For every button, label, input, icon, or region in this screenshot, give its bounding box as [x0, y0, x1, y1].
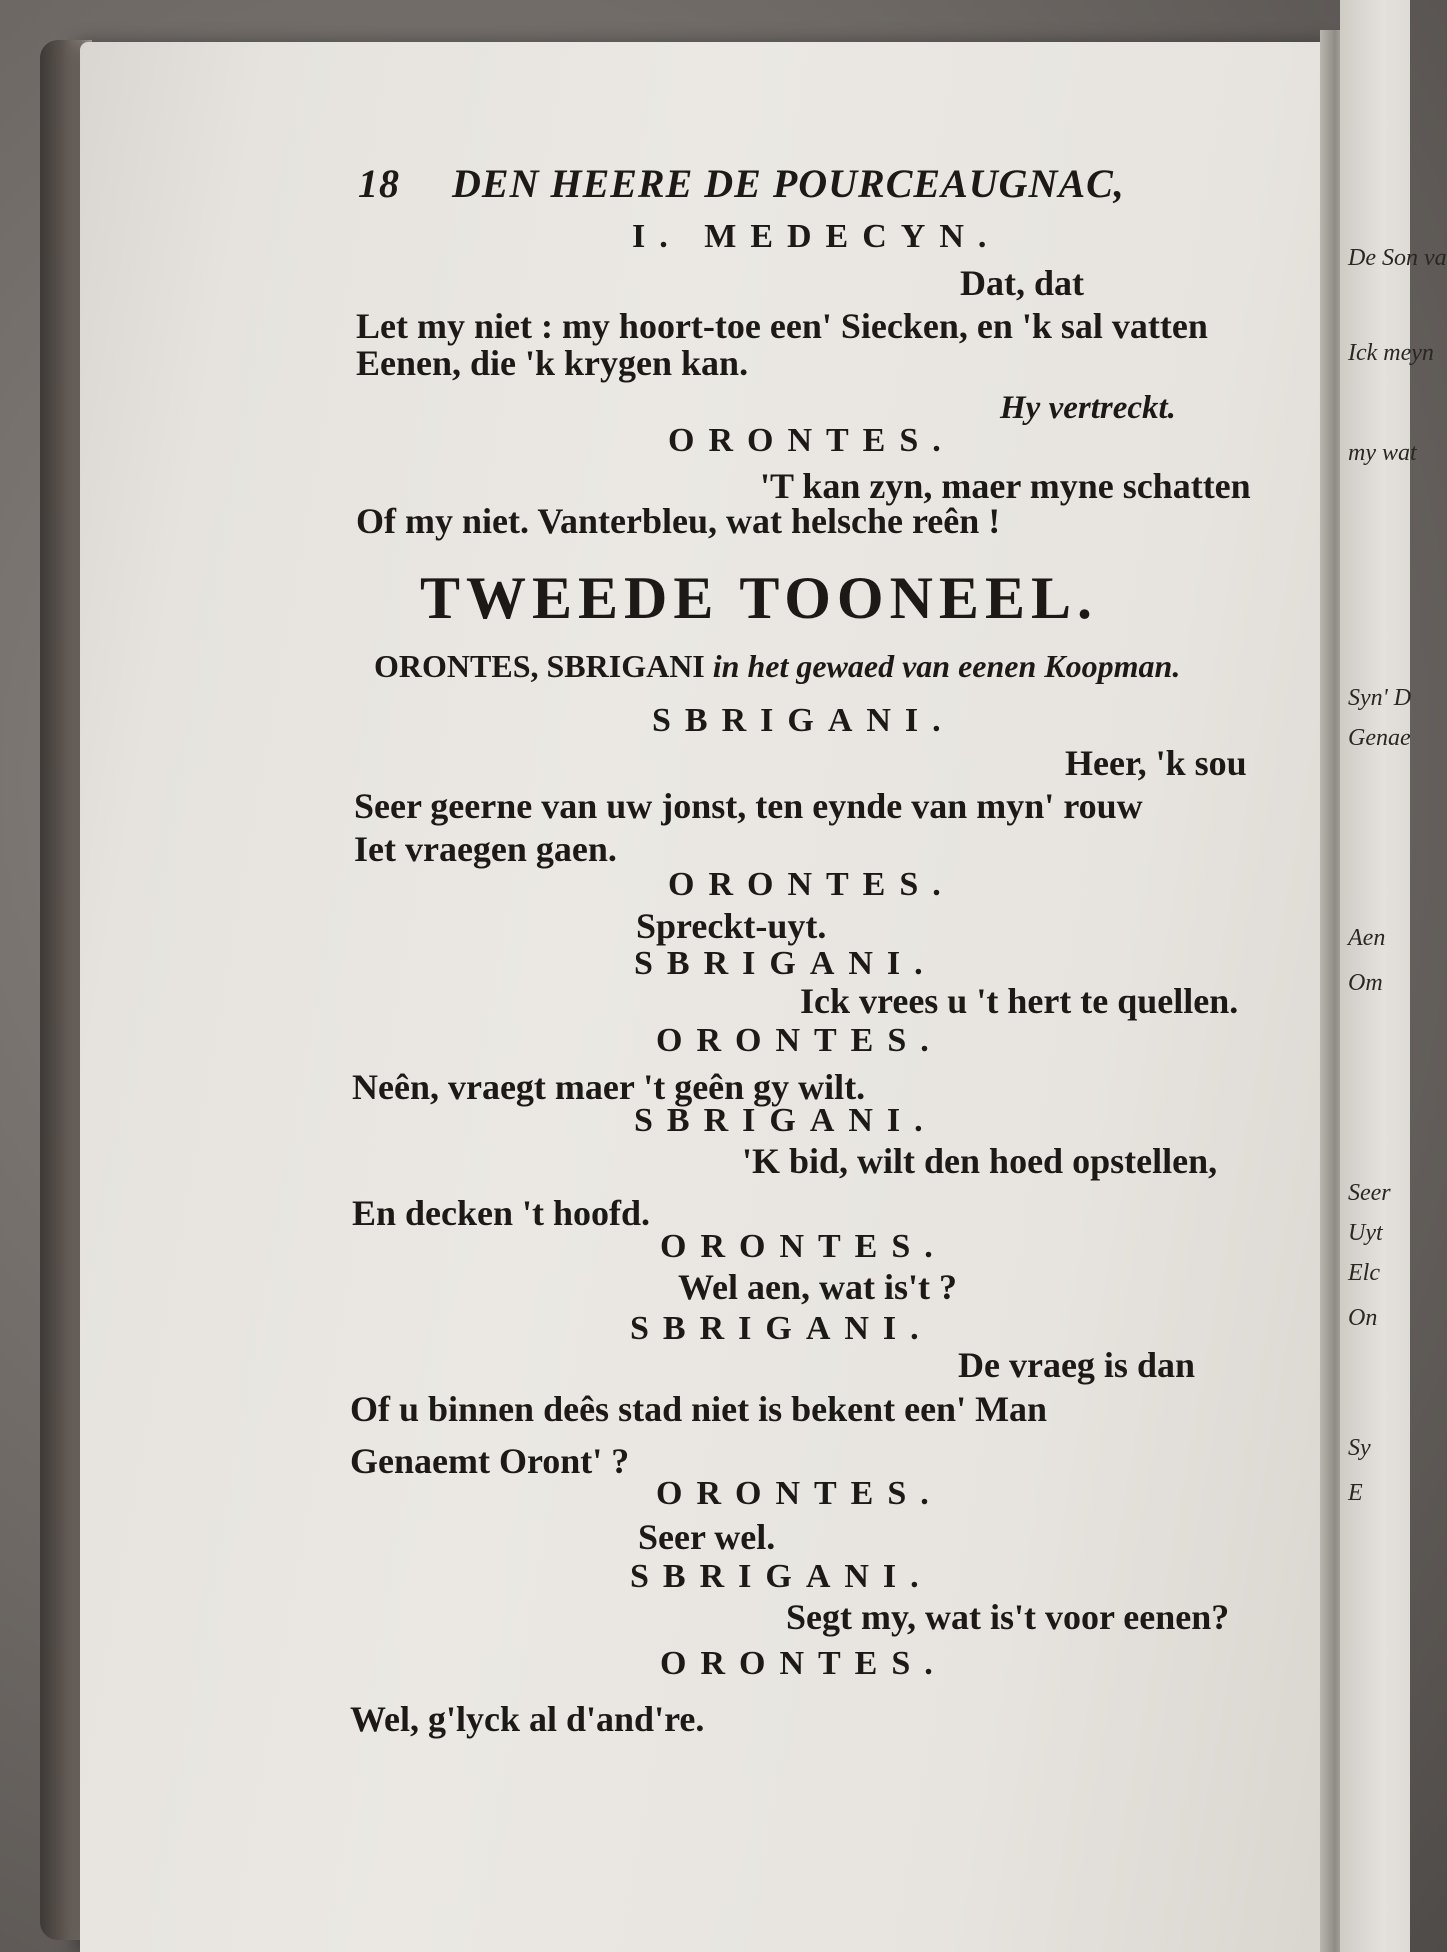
speaker-label: SBRIGANI.: [634, 945, 937, 982]
verse-line: Neên, vraegt maer 't geên gy wilt.: [352, 1067, 866, 1107]
scene-heading: TWEEDE TOONEEL.: [420, 565, 1098, 631]
cast-names: ORONTES, SBRIGANI: [374, 648, 705, 684]
facing-page-fragment: Genae: [1348, 725, 1411, 751]
cast-list: [374, 648, 1180, 685]
verse-line: 'T kan zyn, maer myne schatten: [760, 466, 1251, 506]
verse-line: En decken 't hoofd.: [352, 1193, 651, 1233]
verse-line: Let my niet : my hoort-toe een' Siecken, en 'k sal vatten: [356, 306, 1208, 346]
verse-line: Ick vrees u 't hert te quellen.: [800, 981, 1239, 1021]
stage-direction: Hy vertreckt.: [1000, 390, 1176, 426]
facing-page-fragment: Aen: [1348, 925, 1386, 951]
verse-line: Of u binnen deês stad niet is bekent een' Man: [350, 1389, 1048, 1429]
facing-page-fragment: De Son va: [1348, 245, 1447, 271]
facing-page-fragment: Syn' D: [1348, 685, 1412, 711]
verse-line: Seer wel.: [638, 1517, 776, 1557]
verse-line: Genaemt Oront' ?: [350, 1441, 630, 1481]
facing-page-fragment: Uyt: [1348, 1220, 1383, 1246]
verse-line: Dat, dat: [960, 263, 1084, 303]
verse-line: Segt my, wat is't voor eenen?: [786, 1597, 1230, 1637]
facing-page-fragment: Seer: [1348, 1180, 1391, 1206]
verse-line: Wel, g'lyck al d'and're.: [350, 1699, 705, 1739]
speaker-label: ORONTES.: [656, 1022, 943, 1059]
speaker-label: ORONTES.: [668, 866, 955, 903]
speaker-label: ORONTES.: [660, 1228, 947, 1265]
speaker-label: ORONTES.: [660, 1645, 947, 1682]
facing-page-fragment: Om: [1348, 970, 1383, 996]
running-title: DEN HEERE DE POURCEAUGNAC,: [452, 161, 1125, 206]
verse-line: De vraeg is dan: [958, 1345, 1195, 1385]
verse-line: Wel aen, wat is't ?: [678, 1267, 957, 1307]
facing-page-fragment: E: [1348, 1480, 1363, 1506]
facing-page-fragment: Elc: [1348, 1260, 1380, 1286]
speaker-label: SBRIGANI.: [652, 702, 955, 739]
speaker-label: I. MEDECYN.: [632, 218, 1001, 255]
verse-line: Iet vraegen gaen.: [354, 829, 617, 869]
facing-page-fragment: On: [1348, 1305, 1378, 1331]
verse-line: Spreckt-uyt.: [636, 906, 827, 946]
facing-page-fragment: my wat: [1348, 440, 1417, 466]
verse-line: Seer geerne van uw jonst, ten eynde van myn' rouw: [354, 786, 1143, 826]
verse-line: 'K bid, wilt den hoed opstellen,: [742, 1141, 1218, 1181]
speaker-label: ORONTES.: [668, 422, 955, 459]
facing-page-fragment: Sy: [1348, 1435, 1371, 1461]
page-number: 18: [358, 161, 400, 206]
cast-description: in het gewaed van eenen Koopman.: [712, 648, 1181, 684]
verse-line: Eenen, die 'k krygen kan.: [356, 343, 749, 383]
speaker-label: SBRIGANI.: [634, 1102, 937, 1139]
speaker-label: SBRIGANI.: [630, 1558, 933, 1595]
facing-page-fragment: Ick meyn: [1348, 340, 1434, 366]
speaker-label: ORONTES.: [656, 1475, 943, 1512]
verse-line: Heer, 'k sou: [1065, 743, 1247, 783]
speaker-label: SBRIGANI.: [630, 1310, 933, 1347]
verse-line: Of my niet. Vanterbleu, wat helsche reên !: [356, 501, 1001, 541]
